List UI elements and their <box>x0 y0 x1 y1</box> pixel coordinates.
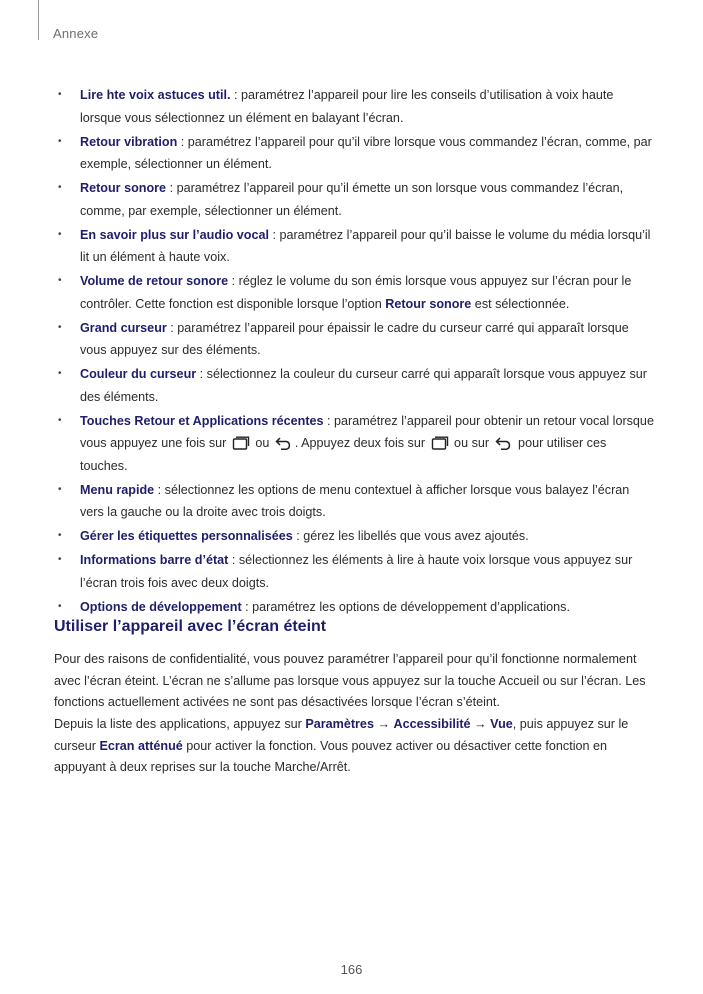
back-icon <box>275 436 293 450</box>
list-item <box>54 317 654 362</box>
bullet-text: : paramétrez les options de développement d’applications. <box>241 599 570 614</box>
bullet-text: est sélectionnée. <box>471 296 570 311</box>
list-item <box>54 596 654 619</box>
menu-path-accessibility: Accessibilité <box>393 717 471 731</box>
paragraph-text: , puis appuyez sur le curseur <box>54 717 629 753</box>
bullet-text: : gérez les libellés que vous avez ajoutés. <box>292 529 529 543</box>
recent-apps-icon <box>431 436 449 450</box>
recent-apps-icon <box>232 436 250 450</box>
bullet-icon: • <box>58 321 62 333</box>
page-number: 166 <box>340 962 363 977</box>
section-title: Utiliser l’appareil avec l’écran éteint <box>54 618 327 635</box>
bullet-icon: • <box>58 414 62 426</box>
list-item <box>54 363 654 408</box>
setting-dim-screen: Ecran atténué <box>99 738 183 753</box>
list-item <box>54 131 654 176</box>
paragraph-text: pour activer la fonction. Vous pouvez activer ou désactiver cette fonction en appuyant à deux reprises sur la touche Marche/Arrêt. <box>54 738 608 774</box>
bullet-icon: • <box>58 600 62 612</box>
bullet-icon: • <box>58 228 62 240</box>
bullet-icon: • <box>58 368 62 379</box>
bullet-text: : sélectionnez les éléments à lire à haute voix lorsque vous appuyez sur l’écran trois fois avec deux doigts. <box>80 553 633 590</box>
settings-bullet-list <box>54 84 654 620</box>
page-header: Annexe <box>53 26 99 41</box>
list-item <box>54 224 654 269</box>
bullet-icon: • <box>58 89 62 100</box>
list-item <box>54 479 654 524</box>
list-item <box>54 410 654 478</box>
bullet-term: Gérer les étiquettes personnalisées <box>80 529 293 543</box>
bullet-text: pour utiliser ces touches. <box>80 436 607 473</box>
bullet-term-inline: Retour sonore <box>385 296 472 311</box>
bullet-term: Volume de retour sonore <box>80 274 229 288</box>
list-item <box>54 177 654 222</box>
bullet-text: : sélectionnez les options de menu contextuel à afficher lorsque vous balayez l’écran vers la gauche ou la droite avec trois doigts. <box>80 482 630 519</box>
bullet-term: Retour sonore <box>80 181 167 195</box>
bullet-text: : paramétrez l’appareil pour épaissir le cadre du curseur carré qui apparaît lorsque vous appuyez sur des éléments. <box>80 320 629 357</box>
bullet-term: Menu rapide <box>80 482 155 497</box>
menu-path-settings: Paramètres <box>305 717 374 731</box>
bullet-text: : paramétrez l’appareil pour obtenir un retour vocal lorsque vous appuyez une fois sur <box>80 413 654 450</box>
bullet-text: : paramétrez l’appareil pour lire les conseils d’utilisation à voix haute lorsque vous sélectionnez un élément en balayant l’écran. <box>80 88 614 125</box>
bullet-term: Couleur du curseur <box>80 367 197 381</box>
bullet-text: : paramétrez l’appareil pour qu’il vibre lorsque vous commandez l’écran, comme, par exemple, sélectionner un élément. <box>80 134 652 171</box>
menu-path-arrow: → <box>373 717 394 731</box>
bullet-icon: • <box>58 135 62 147</box>
paragraph-text: Depuis la liste des applications, appuyez sur <box>54 717 306 731</box>
menu-path-view: Vue <box>490 717 513 731</box>
bullet-text: ou <box>251 436 273 450</box>
bullet-icon: • <box>58 483 62 495</box>
menu-path-arrow: → <box>470 717 491 731</box>
bullet-text: . Appuyez deux fois sur <box>294 436 429 450</box>
bullet-term: En savoir plus sur l’audio vocal <box>80 227 269 242</box>
bullet-term: Touches Retour et Applications récentes <box>80 413 324 428</box>
section-paragraph: Pour des raisons de confidentialité, vous pouvez paramétrer l’appareil pour qu’il fonctionne normalement avec l’écran éteint. L’écran ne s’allume pas lorsque vous appuyez sur la touche Accueil ou sur l’écran. Les fonctions actuellement activées ne sont pas désactivées lorsque l’écran s’éteint. <box>54 652 646 709</box>
list-item <box>54 549 654 594</box>
bullet-term: Lire hte voix astuces util. <box>80 88 231 102</box>
bullet-text: : sélectionnez la couleur du curseur carré qui apparaît lorsque vous appuyez sur des éléments. <box>80 367 648 404</box>
bullet-term: Grand curseur <box>80 320 167 335</box>
list-item <box>54 525 654 548</box>
bullet-text: : paramétrez l’appareil pour qu’il baisse le volume du média lorsqu’il lit un élément à haute voix. <box>80 227 651 264</box>
bullet-icon: • <box>58 275 62 286</box>
bullet-term: Retour vibration <box>80 134 178 149</box>
bullet-term: Options de développement <box>80 599 242 614</box>
page-margin-rule <box>38 0 39 40</box>
bullet-term: Informations barre d’état <box>80 553 229 567</box>
bullet-text: ou sur <box>450 436 493 450</box>
list-item <box>54 84 654 129</box>
list-item <box>54 270 654 315</box>
section-paragraph-instructions <box>54 714 654 779</box>
back-icon <box>495 436 513 450</box>
bullet-icon: • <box>58 182 62 193</box>
bullet-text: : paramétrez l’appareil pour qu’il émette un son lorsque vous commandez l’écran, comme, par exemple, sélectionner un élément. <box>80 181 624 218</box>
bullet-text: : réglez le volume du son émis lorsque vous appuyez sur l’écran pour le contrôler. Cette fonction est disponible lorsque l’option <box>80 274 632 311</box>
bullet-icon: • <box>58 554 62 565</box>
bullet-icon: • <box>58 530 62 541</box>
